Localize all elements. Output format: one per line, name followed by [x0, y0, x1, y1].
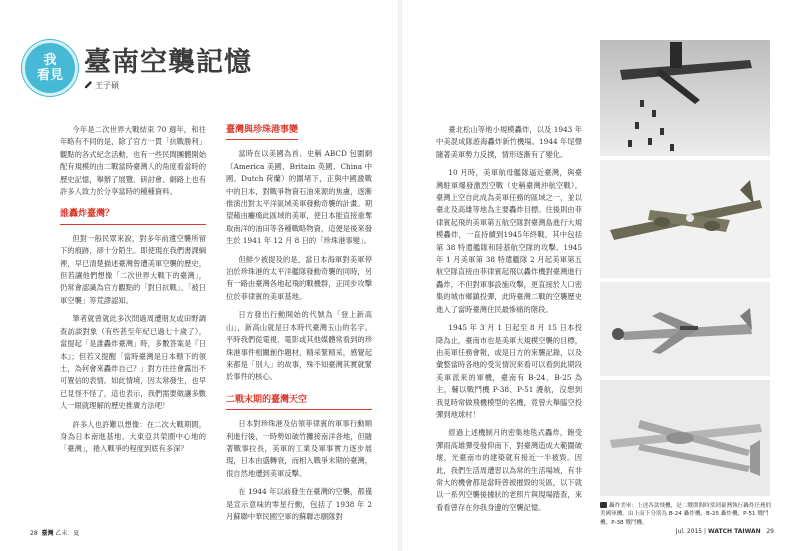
page-number-left: 28 — [30, 530, 38, 537]
paragraph: 當時在以美國為首、史稱 ABCD 包圍網（America 美國、Britain 英國、China 中國、Dutch 荷蘭）的圍堵下，正與中國激戰中的日本，對戰爭物資石油來源的焦慮，逐漸推演出對太平洋區域美軍發動奇襲的計畫。期望藉由癱瘓此區域的美軍，使日本能直接重奪取南洋的油田等各種戰略物資，這便是後來發生於 1941 年 12 月 8 日的「珍珠港事變」。 — [226, 149, 372, 246]
footer-issue-note: 乙未．夏 — [55, 530, 80, 537]
paragraph: 臺北松山等地小規模轟炸，以及 1943 年中美混成隊遊海轟炸新竹機場。1944 年尾聲隨著美軍勢力反撲，情形逐漸有了變化。 — [436, 125, 582, 159]
footer-magazine-name: 臺灣 — [41, 530, 54, 537]
paragraph: 筆者就曾就此多次問過周遭朋友或田野調查訪談對象（有些甚至年紀已過七十歲了），當提起「是誰轟炸臺灣」時，多數答案是『日本』；但若又提醒「當時臺灣是日本轄下的領土，為何會來轟炸自己？」對方往往會露出不可置信的表情。如此情境，因太常發生，也早已見怪不怪了，這也表示，我們需要做讓多數人一眼就理解的歷史推廣方法吧！ — [60, 314, 206, 411]
paragraph: 但鮮少被提及的是，當日本海軍對美軍停泊於珍珠港的太平洋艦隊發動奇襲的同時，另有一路由臺灣各地起飛的戰機群，正同步攻擊位於菲律賓的美軍基地。 — [226, 254, 372, 301]
pen-icon — [84, 81, 93, 89]
badge-line2: 看見 — [36, 68, 63, 83]
author-name: 王子碩 — [95, 81, 119, 90]
paragraph: 但對一般民眾來說，對多年前遺空襲所留下的痕跡，卻十分陌生。即使現在我們書課綱裡，早已清楚描述臺灣曾遭美軍空襲的歷史，但若讓他們想像「二次世界大戰下的臺灣」，仍常會認識為官方觀點的「對日抗戰」、「被日軍空襲」等荒謬認知。 — [60, 233, 206, 305]
author-line — [84, 80, 119, 91]
paragraph: 1945 年 3 月 1 日起至 8 月 15 日本投降為止，臺南市也是美軍大規模空襲的目標，由美軍任務會報，或是日方的來襲記錄，以及彙整當時各地的受災情況來看可以看到此期段美軍派來的軍機，臺南有 B-24、B-25 為主，輔以戰鬥機 P-38、P-51 護航，沒想到我見時常做飛機模型的名機，竟曾大舉臨空投彈到地球村！ — [436, 323, 582, 419]
photo-caption — [600, 502, 772, 527]
footer-left — [30, 528, 79, 537]
section-heading-late-war-sky: 二戰末期的臺灣天空 — [226, 394, 372, 410]
camera-icon — [600, 502, 607, 508]
article-title: 臺南空襲記憶 — [84, 47, 252, 78]
column-2 — [226, 124, 372, 529]
paragraph: 在 1944 年以前發生在臺灣的空襲，都僅是宣示意味的零星行動，包括了 1938 年 2 月蘇聯中華民國空軍的蘇聯志願隊對 — [226, 487, 372, 521]
paragraph: 10 月時，美軍航母艦隊逼近臺灣，與臺灣駐軍爆發激烈空戰（史稱臺灣沖航空戰），臺灣上空自此成為美軍任務的區域之一，並以臺北及高雄等地為主要轟炸目標。往後則由菲律賓起飛的美軍第五航空隊對臺灣島進行大規模轟炸，一直持續到1945年終戰，其中包括第 38 特遣艦隊和陸基航空隊的攻擊。1945 年 1 月美軍第 38 特遣艦隊 2 月起美軍第五航空隊直接由菲律賓起飛以轟炸機對臺灣進行轟炸，不但對軍事設施攻擊，更直接於人口密集的城市鄉鎮投彈，此時臺灣二戰的空襲歷史進入了當時臺灣住民最慘痛的階段。 — [436, 168, 582, 314]
footer-right: Jul. 2015 | WATCH TAIWAN 29 — [675, 528, 774, 535]
column-1 — [60, 124, 206, 462]
section-badge — [22, 40, 78, 96]
paragraph: 經過上述機制月的密集地毯式轟炸，飽受彈雨高雄彈受發仰南下，對臺灣造成大範圍破壞，光臺南市的建築就有接近一半被毀。因此，我們生活周遭習以為常的生活場域，有非常大的機會都是當時曾被摧毀的災區，以下就以一系列空襲後據狀的老照片與現場踏查，來看看曾存在你我身邊的空襲記憶。 — [436, 428, 582, 512]
photo-b24-bomber — [600, 40, 770, 156]
page-spine — [398, 0, 402, 551]
badge-line1: 我 — [43, 53, 57, 68]
caption-text: 轟炸美軍：上述各款飛機，是二戰期間時常到臺灣執行轟炸任務的美國軍機。由上而下分別為 B-24 轟炸機、B-25 轟炸機、P-51 戰鬥機、P-38 戰鬥機。 — [600, 503, 772, 526]
section-heading-pearl-harbor: 臺灣與珍珠港事變 — [226, 124, 298, 140]
paragraph: 日方發出行動開始的代號為「登上新高山」，新高山就是日本時代臺灣玉山的名字。平時我們從電視、電影或其他媒體常看到的珍珠港事件相關創作題材，精采緊精采，感覺起來都是「別人」的故事，殊不知臺灣其實就緊於事件的核心。 — [226, 310, 372, 382]
column-3 — [436, 124, 582, 520]
intro-paragraph: 今年是二次世界大戰結束 70 週年，和往年略有不同的是，除了官方一貫「抗戰勝利」觀點的各式紀念活動，也有一些民間團體開始配有規模的由二戰當時臺灣人的角度看當時的歷史記憶，舉辦了展覽、研討會、網路上也有許多人致力於分享當時的種種資料。 — [60, 125, 206, 197]
paragraph: 日本對珍珠港及佔領菲律賓的軍事行動順利進行後，一時勢如破竹攤接南洋各地，但隨著戰事拉長，美軍的工業及軍事實力逐步展現，日本由盛轉衰，而相入戰爭末期的臺灣，很自然地遭到美軍反擊。 — [226, 419, 372, 478]
photo-p38-fighter — [600, 380, 770, 496]
paragraph: 許多人也許難以想像：在二次大戰期間，身為日本南進基地、大東亞共榮圈中心地的「臺灣」，捲入戰爭的程度到底有多深？ — [60, 419, 206, 454]
footer-issue-date: Jul. 2015 — [675, 528, 703, 535]
photo-b25-bomber — [600, 160, 770, 278]
section-heading-who-bombed: 誰轟炸臺灣？ — [60, 208, 206, 224]
page-number-right: 29 — [766, 528, 774, 535]
photo-p51-fighter — [600, 282, 770, 376]
footer-magazine-title: WATCH TAIWAN — [707, 528, 761, 535]
